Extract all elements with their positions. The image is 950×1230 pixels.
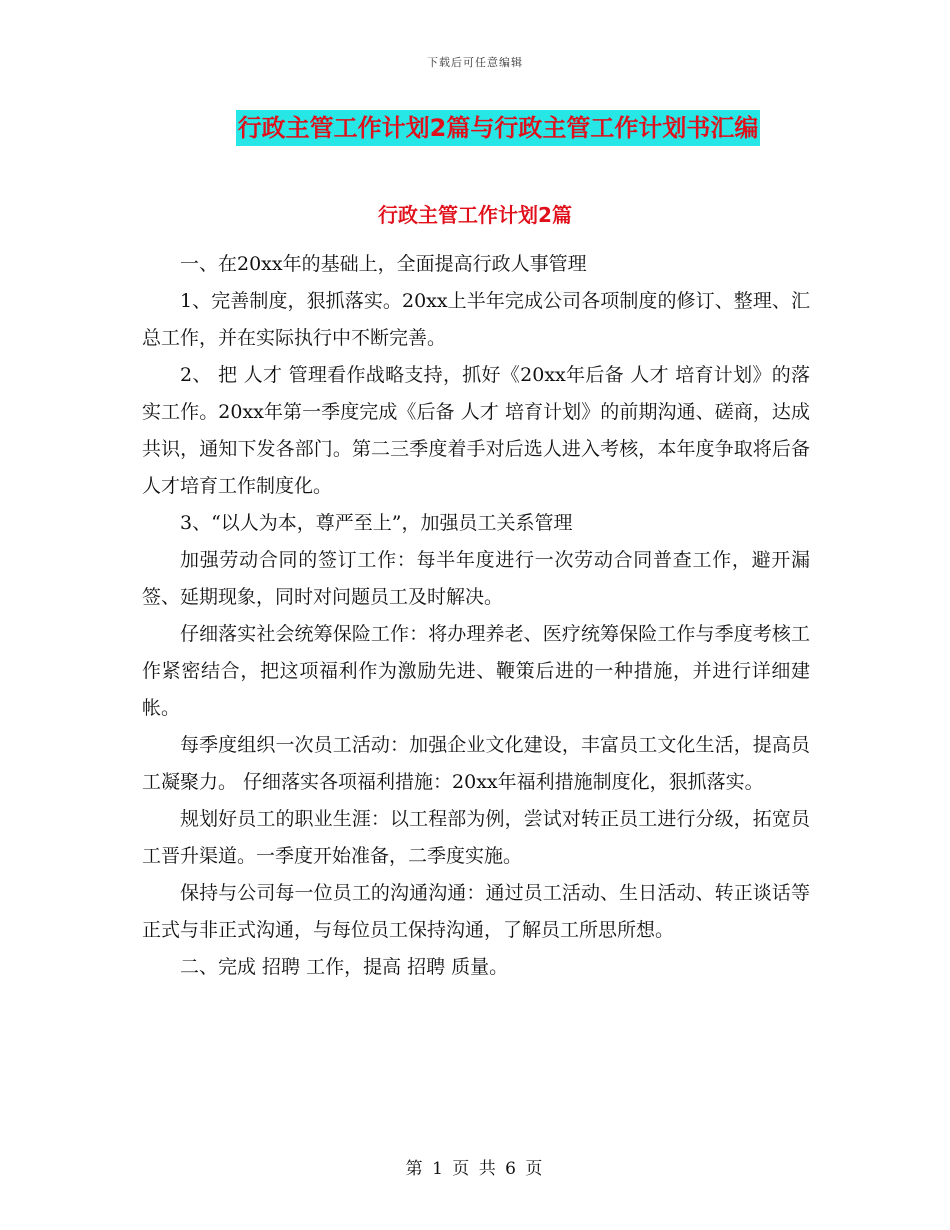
document-body — [142, 246, 810, 986]
document-title: 行政主管工作计划2篇与行政主管工作计划书汇编 — [236, 110, 761, 146]
paragraph: 保持与公司每一位员工的沟通沟通：通过员工活动、生日活动、转正谈话等正式与非正式沟通，与每位员工保持沟通，了解员工所思所想。 — [142, 882, 810, 941]
paragraph: 加强劳动合同的签订工作：每半年度进行一次劳动合同普查工作，避开漏签、延期现象，同时对问题员工及时解决。 — [142, 549, 810, 608]
paragraph: 2、 把 人才 管理看作战略支持，抓好《20xx年后备 人才 培育计划》的落实工作。20xx年第一季度完成《后备 人才 培育计划》的前期沟通、磋商，达成共识，通知下发各部门。第二三季度着手对后选人进入考核，本年度争取将后备人才培育工作制度化。 — [142, 364, 810, 497]
main-title-container — [0, 110, 950, 146]
paragraph: 规划好员工的职业生涯：以工程部为例，尝试对转正员工进行分级，拓宽员工晋升渠道。一季度开始准备，二季度实施。 — [142, 808, 810, 867]
paragraph: 3、“以人为本，尊严至上”，加强员工关系管理 — [180, 512, 573, 534]
document-subtitle: 行政主管工作计划2篇 — [378, 203, 572, 227]
paragraph: 1、完善制度，狠抓落实。20xx上半年完成公司各项制度的修订、整理、汇总工作，并在实际执行中不断完善。 — [142, 290, 810, 349]
paragraph: 每季度组织一次员工活动：加强企业文化建设，丰富员工文化生活，提高员工凝聚力。 仔细落实各项福利措施：20xx年福利措施制度化，狠抓落实。 — [142, 734, 810, 793]
page-header: 下载后可任意编辑 — [427, 56, 523, 69]
page-number-footer: 第 1 页 共 6 页 — [405, 1159, 545, 1179]
paragraph: 仔细落实社会统筹保险工作：将办理养老、医疗统筹保险工作与季度考核工作紧密结合，把这项福利作为激励先进、鞭策后进的一种措施，并进行详细建帐。 — [142, 623, 810, 719]
paragraph: 二、完成 招聘 工作，提高 招聘 质量。 — [180, 956, 509, 978]
paragraph: 一、在20xx年的基础上，全面提高行政人事管理 — [180, 253, 587, 275]
